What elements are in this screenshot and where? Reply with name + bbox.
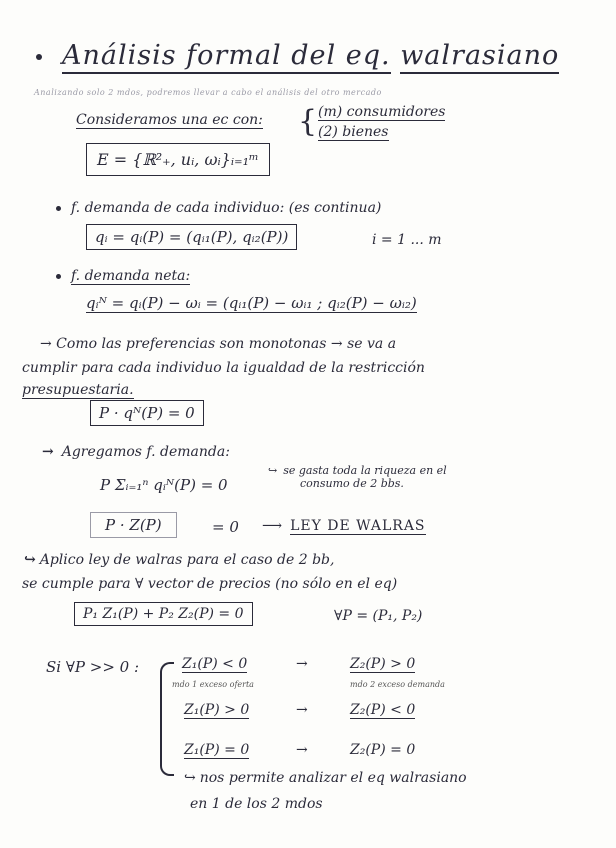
case2-right: Z₂(P) < 0 <box>350 702 416 718</box>
curly-arrow-icon: ↪ <box>184 770 196 786</box>
net-demand-formula: qᵢᴺ = qᵢ(P) − ωᵢ = (qᵢ₁(P) − ωᵢ₁ ; qᵢ₂(P) − ωᵢ₂) <box>86 294 417 312</box>
faint-subtitle: Analizando solo 2 mdos, podremos llevar a cabo el análisis del otro mercado <box>34 88 382 97</box>
monotone-line2: cumplir para cada individuo la igualdad de la restricción <box>22 360 425 376</box>
demand-index: i = 1 ... m <box>372 232 442 248</box>
apply-line2: se cumple para ∀ vector de precios (no sólo en el eq) <box>22 576 398 592</box>
conclusion-line2: en 1 de los 2 mdos <box>190 796 323 812</box>
economy-intro: Consideramos una ec con: <box>76 112 263 128</box>
arrow-icon: ⟶ <box>262 518 283 534</box>
monotone-line3: presupuestaria. <box>22 382 134 398</box>
walras-eq-zero: = 0 <box>212 518 239 536</box>
walras-formula-box: P · Z(P) <box>90 516 177 534</box>
title-part2: walrasiano <box>400 40 559 74</box>
arrow-icon: → <box>42 444 54 460</box>
case1-left: Z₁(P) < 0 <box>182 656 248 672</box>
aggregate-label: → Agregamos f. demanda: <box>42 444 230 460</box>
aggregate-formula: P Σᵢ₌₁ⁿ qᵢᴺ(P) = 0 <box>100 476 228 494</box>
case1-right-note: mdo 2 exceso demanda <box>350 680 445 689</box>
arrow-icon: → <box>296 702 308 718</box>
curly-arrow-icon: ↪ <box>268 464 278 477</box>
bullet-icon <box>56 274 61 279</box>
bullet-icon <box>36 54 42 60</box>
arrow-icon: → <box>296 656 308 672</box>
case3-right: Z₂(P) = 0 <box>350 742 416 758</box>
case2-left: Z₁(P) > 0 <box>184 702 250 718</box>
curly-arrow-icon: ↪ <box>24 552 36 568</box>
apply-formula-box: P₁ Z₁(P) + P₂ Z₂(P) = 0 <box>74 606 253 622</box>
aggregate-note: ↪ se gasta toda la riqueza en el consumo de 2 bbs. <box>268 464 447 490</box>
bullet-icon <box>56 206 61 211</box>
demand-label: f. demanda de cada individuo: (es continua) <box>56 200 381 216</box>
net-demand-label: f. demanda neta: <box>56 268 190 284</box>
walras-law: ⟶ LEY DE WALRAS <box>262 518 426 534</box>
arrow-icon: → <box>296 742 308 758</box>
case1-right: Z₂(P) > 0 <box>350 656 416 672</box>
cases-intro: Si ∀P >> 0 : <box>46 658 140 676</box>
title-part1: Análisis formal del eq. <box>62 40 391 74</box>
budget-identity-box: P · qᴺ(P) = 0 <box>90 404 204 422</box>
case1-left-note: mdo 1 exceso oferta <box>172 680 254 689</box>
monotone-line1: → Como las preferencias son monotonas → se va a <box>40 336 397 352</box>
case3-left: Z₁(P) = 0 <box>184 742 250 758</box>
demand-formula-box: qᵢ = qᵢ(P) = (qᵢ₁(P), qᵢ₂(P)) <box>86 228 297 246</box>
conclusion-line1: ↪ nos permite analizar el eq walrasiano <box>184 770 467 786</box>
economy-definition-box: E = {ℝ²₊, uᵢ, ωᵢ}ᵢ₌₁ᵐ <box>86 150 270 169</box>
page-title <box>36 40 559 71</box>
apply-forall: ∀P = (P₁, P₂) <box>334 608 423 624</box>
brace-icon: { <box>298 104 318 139</box>
apply-line1: ↪ Aplico ley de walras para el caso de 2 bb, <box>24 552 335 568</box>
economy-goods: (2) bienes <box>318 124 389 140</box>
economy-consumers: (m) consumidores <box>318 104 446 120</box>
